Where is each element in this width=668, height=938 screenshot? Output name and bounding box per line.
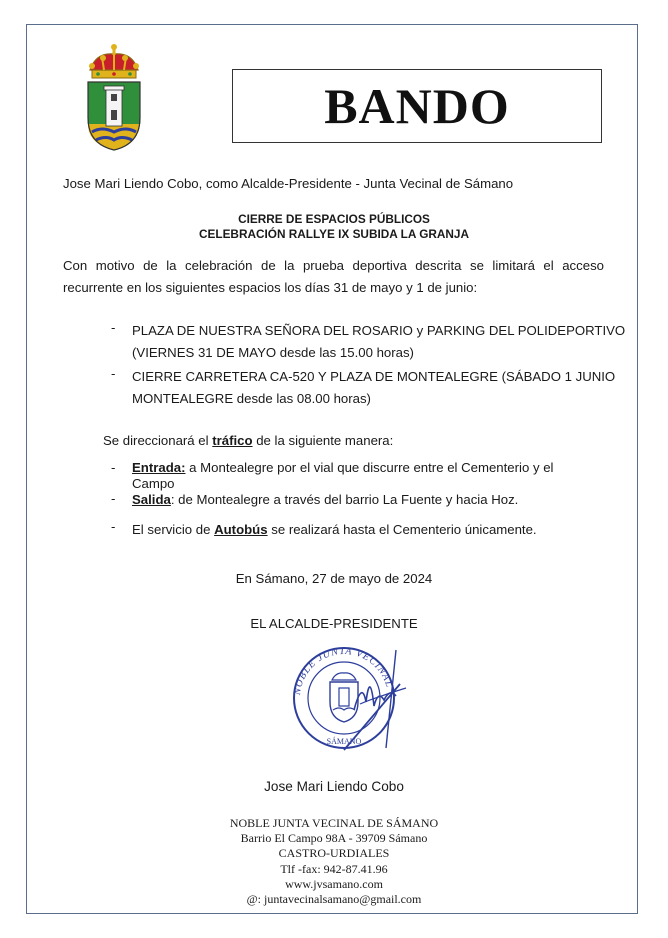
autobus-keyword: Autobús (214, 522, 268, 537)
traffic-item-text: a Montealegre por el vial que discurre entre el Cementerio y el (185, 460, 554, 475)
traffic-item-entrada (132, 460, 553, 491)
traffic-item-text: Campo (132, 475, 175, 491)
list-dash: - (111, 519, 116, 534)
subject-line-1: CIERRE DE ESPACIOS PÚBLICOS (238, 212, 430, 226)
traffic-item-autobus (132, 519, 537, 541)
list-dash: - (111, 366, 116, 381)
seal-bottom-text: SÁMANO (326, 737, 362, 746)
subject-heading (0, 212, 668, 243)
traffic-intro-text: de la siguiente manera: (252, 433, 394, 448)
traffic-intro (103, 432, 393, 450)
closure-item (132, 320, 625, 364)
traffic-keyword: tráfico (212, 433, 253, 448)
signer-name: Jose Mari Liendo Cobo (264, 779, 404, 794)
footer-org: NOBLE JUNTA VECINAL DE SÁMANO (229, 816, 439, 830)
closure-item (132, 366, 615, 410)
list-dash: - (111, 320, 116, 335)
footer-email-link[interactable]: @: juntavecinalsamano@gmail.com (246, 892, 422, 907)
closure-item-line: (VIERNES 31 DE MAYO desde las 15.00 horas) (132, 344, 414, 360)
document-title: BANDO (324, 78, 510, 134)
date-line: En Sámano, 27 de mayo de 2024 (235, 571, 433, 586)
closure-item-line: PLAZA DE NUESTRA SEÑORA DEL ROSARIO y PARKING DEL POLIDEPORTIVO (132, 323, 626, 338)
footer-web-link[interactable]: www.jvsamano.com (285, 876, 383, 891)
traffic-item-text: se realizará hasta el Cementerio únicamente. (267, 522, 537, 537)
announcement-paragraph: Con motivo de la celebración de la prueba deportiva descrita se limitará el acceso recurrente en los siguientes espacios los días 31 de mayo y 1 de junio: (63, 258, 604, 295)
traffic-item-salida (132, 489, 518, 511)
footer-city: CASTRO-URDIALES (278, 846, 390, 861)
seal-arc-text: NOBLE JUNTA VECINAL (292, 645, 395, 696)
closure-item-line: CIERRE CARRETERA CA-520 Y PLAZA DE MONTEALEGRE (SÁBADO 1 JUNIO (132, 369, 616, 384)
signatory-role: EL ALCALDE-PRESIDENTE (250, 616, 418, 631)
intro-line: Jose Mari Liendo Cobo, como Alcalde-Presidente - Junta Vecinal de Sámano (63, 176, 514, 191)
subject-line-2: CELEBRACIÓN RALLYE IX SUBIDA LA GRANJA (198, 227, 470, 242)
list-dash: - (111, 460, 116, 475)
traffic-item-text: : de Montealegre a través del barrio La Fuente y hacia Hoz. (170, 492, 519, 507)
official-seal-with-signature-icon (284, 640, 414, 755)
traffic-intro-text: Se direccionará el (103, 433, 213, 448)
footer-contact-block (0, 816, 668, 907)
list-dash: - (111, 491, 116, 506)
footer-address: Barrio El Campo 98A - 39709 Sámano (240, 831, 428, 846)
bando-title-box (232, 69, 602, 143)
entrada-keyword: Entrada: (132, 460, 186, 475)
municipal-coat-of-arms-icon (82, 40, 146, 154)
salida-keyword: Salida (132, 492, 171, 507)
traffic-item-text: El servicio de (132, 522, 215, 537)
footer-phone: Tlf -fax: 942-87.41.96 (280, 861, 388, 876)
closure-item-line: MONTEALEGRE desde las 08.00 horas) (132, 390, 371, 406)
